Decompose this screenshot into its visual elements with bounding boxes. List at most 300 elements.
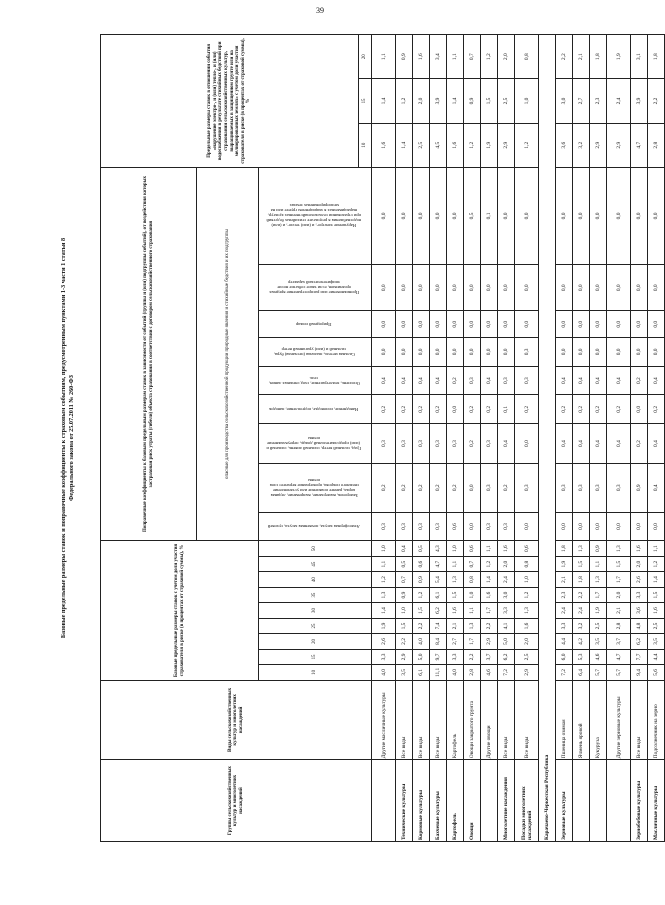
base-rate-cell: 8,4 [430,634,447,649]
coefficient-cell: 0,2 [447,463,464,512]
table-row [396,35,413,842]
coefficient-cell: 0,0 [515,311,539,338]
coefficient-cell: 0,0 [396,338,413,367]
coefficient-cell: 0,2 [430,395,447,424]
coefficient-cell: 0,0 [648,338,665,367]
coefficient-cell: 0,0 [498,265,515,311]
base-rate-cell: 3,3 [372,649,396,664]
max-rate-cell: 1,8 [590,35,607,79]
base-rate-cell: 0,7 [464,556,481,571]
base-rate-cell: 2,0 [498,556,515,571]
coefficient-cell: 0,4 [498,424,515,464]
coefficient-cell: 0,3 [607,463,631,512]
base-rate-cell: 0,9 [413,572,430,587]
coefficient-cell: 0,4 [590,424,607,464]
coefficient-cell: 0,0 [447,311,464,338]
coefficient-cell: 0,0 [430,311,447,338]
base-rate-cell: 2,7 [447,634,464,649]
coeff-col-header-text: Проникновение или распространение вредных организмов, если такое событие носит эпифитотический характер [268,280,359,296]
coeff-col-header-text: Заморозок, вымерзание, выпревание, ледяная корка, раннее появление или установление снежного покрова, промерзание верхнего слоя почвы [269,477,359,498]
table-row [573,35,590,842]
table-row [413,35,430,842]
base-rate-cell: 2,2 [396,634,413,649]
base-rate-cell: 2,5 [590,618,607,633]
coeff-col-header-text: Сильная метель, пыльная (песчаная) буря, сильный и (или) ураганный ветер [273,346,355,357]
base-rate-cell: 4,0 [447,665,464,680]
base-rate-cell: 1,8 [556,541,573,557]
coefficient-cell: 0,0 [607,167,631,264]
base-rate-cell: 2,2 [573,587,590,602]
coefficient-cell: 0,3 [413,512,430,541]
base-rate-cell: 1,6 [481,587,498,602]
base-rate-cell: 0,6 [413,556,430,571]
caption-line-1: Базовые предельные размеры ставок и поправочные коэффициенты к страховым событиям, предусмотренным пунктами 1-3 части 1 статьи 8 [60,237,67,639]
base-rate-cell: 2,9 [515,665,539,680]
coefficient-cell: 0,0 [607,338,631,367]
coefficient-cell: 0,3 [590,463,607,512]
max-rate-cell: 2,7 [573,79,590,123]
max-rate-cell: 1,9 [481,123,498,167]
coefficient-cell: 0,0 [481,265,498,311]
max-rate-cell: 2,5 [413,123,430,167]
coefficient-cell: 0,2 [413,463,430,512]
table-row [481,35,498,842]
coefficient-cell: 0,2 [372,463,396,512]
base-rate-cell: 1,1 [590,556,607,571]
coefficient-cell: 0,4 [396,366,413,395]
base-rate-cell: 7,7 [631,649,648,664]
coefficient-cell: 0,3 [498,512,515,541]
coefficient-cell: 0,2 [631,366,648,395]
coefficient-cell: 0,0 [648,167,665,264]
crop-type-cell: Другие масличные культуры [372,680,396,760]
crop-type-cell: Все виды [631,680,648,760]
base-rate-cell: 2,4 [573,603,590,618]
header-type: Виды сельскохозяйственных культур и многолетних насаждений [101,680,372,760]
max-rate-cell: 3,0 [556,79,573,123]
crop-group-cell: Технические культуры [396,760,413,842]
coefficient-cell: 0,4 [648,366,665,395]
coefficient-cell: 0,0 [573,338,590,367]
coefficient-cell: 0,0 [515,512,539,541]
max-rate-cell: 2,3 [590,79,607,123]
base-rate-cell: 3,5 [590,634,607,649]
base-rate-cell: 1,7 [464,634,481,649]
table-row [607,35,631,842]
crop-group-cell [607,760,631,842]
share-col-header: 50 [259,541,372,557]
base-rate-cell: 5,4 [430,572,447,587]
base-rate-cell: 2,9 [481,634,498,649]
share-col-header: 35 [259,587,372,602]
coefficient-cell: 0,0 [556,167,573,264]
crop-group-cell: Многолетние насаждения [498,760,515,842]
base-rate-cell: 9,4 [631,665,648,680]
max-rate-cell: 1,2 [464,123,481,167]
crop-group-cell: Овощи [464,760,481,842]
crop-type-cell: Все виды [430,680,447,760]
rates-table [100,34,665,842]
table-row [372,35,396,842]
coefficient-cell: 0,2 [413,395,430,424]
base-rate-cell: 0,8 [464,572,481,587]
crop-group-cell [481,760,498,842]
coefficient-cell: 0,4 [573,424,590,464]
base-rate-cell: 2,2 [481,618,498,633]
base-rate-cell: 3,6 [631,603,648,618]
base-rate-cell: 1,7 [590,587,607,602]
coefficient-cell: 0,4 [481,366,498,395]
crop-type-cell: Картофель [447,680,464,760]
max-rate-cell: 1,5 [481,79,498,123]
base-rate-cell: 2,2 [464,649,481,664]
crop-type-cell: Другие зерновые культуры [607,680,631,760]
coefficient-cell: 0,4 [607,424,631,464]
coefficient-cell: 0,2 [573,395,590,424]
coefficient-cell: 0,0 [464,463,481,512]
coefficient-cell: 0,5 [464,167,481,264]
base-rate-cell: 1,5 [413,603,430,618]
base-rate-cell: 1,4 [372,603,396,618]
max-rate-cell: 1,0 [515,79,539,123]
coefficient-cell: 0,2 [464,395,481,424]
crop-type-cell: Подсолнечник на зерно [648,680,665,760]
base-rate-cell: 2,4 [556,603,573,618]
base-rate-cell: 3,3 [631,587,648,602]
share-col-header: 45 [259,556,372,571]
coefficient-cell: 0,3 [515,366,539,395]
coefficient-cell: 0,0 [372,167,396,264]
coefficient-cell: 0,2 [396,463,413,512]
base-rate-cell: 2,5 [515,649,539,664]
coefficient-cell: 0,0 [481,311,498,338]
crop-type-cell: Все виды [413,680,430,760]
crop-type-cell: Пшеница озимая [556,680,573,760]
coefficient-cell: 0,0 [430,265,447,311]
base-rate-cell: 1,6 [515,618,539,633]
table-body [372,35,665,842]
coefficient-cell: 0,3 [515,463,539,512]
base-rate-cell: 2,1 [607,603,631,618]
max-rate-cell: 0,8 [515,35,539,79]
crop-type-cell: Кукуруза [590,680,607,760]
base-rate-cell: 5,7 [590,665,607,680]
base-rate-cell: 1,3 [464,618,481,633]
coeff-col-header [259,265,372,311]
coefficient-cell: 0,0 [396,167,413,264]
max-rate-cell: 3,6 [556,123,573,167]
base-rate-cell: 2,1 [447,618,464,633]
caption-line-2: Федерального закона от 25.07.2011 № 260-ФЗ [68,375,75,501]
max-rate-cell: 1,2 [515,123,539,167]
base-rate-cell: 1,0 [515,572,539,587]
table-row [464,35,481,842]
base-rate-cell: 1,1 [481,541,498,557]
coefficient-cell: 0,6 [447,512,464,541]
coefficient-cell: 0,0 [464,265,481,311]
table-row [498,35,515,842]
max-rate-cell: 2,1 [573,35,590,79]
coefficient-cell: 0,3 [515,338,539,367]
base-rate-cell: 5,3 [573,649,590,664]
max-rate-cell: 3,9 [430,79,447,123]
coefficient-cell: 0,0 [631,311,648,338]
coefficient-cell: 0,4 [573,366,590,395]
base-rate-cell: 2,2 [413,618,430,633]
coefficient-cell: 0,0 [607,512,631,541]
base-rate-cell: 6,1 [430,587,447,602]
coeff-col-header-text: Нарушение электро-, и (или) тепло-, и (или) водоснабжения в результате стихийных бедствий при страховании сельскохозяйственных культур, выращиваемых в защищенном грунте или на мелиорированных землях [266,203,361,229]
coefficient-cell: 0,2 [430,463,447,512]
max-rate-cell: 4,7 [631,123,648,167]
base-rate-cell: 4,4 [556,634,573,649]
coefficient-cell: 0,0 [498,167,515,264]
base-rate-cell: 2,0 [607,587,631,602]
coeff-col-header [259,311,372,338]
base-rate-cell: 1,7 [607,572,631,587]
coeff-col-header [259,512,372,541]
crop-group-cell: Посадки многолетних насаждений [515,760,539,842]
max-rate-cell: 3,1 [631,35,648,79]
base-rate-cell: 1,3 [515,603,539,618]
coefficient-cell: 0,0 [413,265,430,311]
max-rate-cell: 1,1 [447,35,464,79]
base-rate-cell: 2,0 [515,634,539,649]
max-rate-cell: 2,9 [498,123,515,167]
share-col-header: 25 [259,618,372,633]
base-rate-cell: 1,3 [372,587,396,602]
coefficient-cell: 0,0 [372,338,396,367]
base-rate-cell: 4,6 [481,665,498,680]
coefficient-cell: 0,4 [556,424,573,464]
base-rate-cell: 2,6 [372,634,396,649]
coefficient-cell: 0,0 [396,311,413,338]
base-rate-cell: 4,8 [631,618,648,633]
coefficient-cell: 0,4 [372,366,396,395]
coefficient-cell: 0,0 [590,338,607,367]
region-name: Карачаево-Черкесская Республика [539,35,556,842]
coefficient-cell: 0,3 [396,424,413,464]
base-rate-cell: 0,6 [464,541,481,557]
coefficient-cell: 0,0 [556,338,573,367]
coefficient-cell: 0,0 [413,311,430,338]
crop-group-cell [573,760,590,842]
max-rate-cell: 3,2 [573,123,590,167]
max-rate-cell: 1,1 [372,35,396,79]
max-rate-cell: 1,4 [396,123,413,167]
base-rate-cell: 2,8 [464,665,481,680]
base-rate-cell: 1,2 [648,556,665,571]
share-col-header: 10 [259,665,372,680]
crop-group-cell: Картофель [447,760,464,842]
base-rate-cell: 1,5 [573,556,590,571]
coefficient-cell: 0,0 [413,167,430,264]
base-rate-cell: 1,6 [498,541,515,557]
coefficient-cell: 0,0 [430,167,447,264]
base-rate-cell: 4,6 [590,649,607,664]
base-rate-cell: 4,1 [498,618,515,633]
max-col-header: 15 [359,79,372,123]
coeff-col-header [259,167,372,264]
coefficient-cell: 0,0 [556,311,573,338]
header-max-rates: Предельные размеры ставок в отношении события «нарушение электро-, и (или) тепло-, и (или) водоснабжения в результате стихийных бедствий при страховании сельскохозяйственных культур, выращиваемых в защищенном грунте или на мелиорированных землях» с учетом доли участия страхователя в риске (в процентах от страховой суммы), % [101,35,359,168]
base-rate-cell: 6,2 [631,634,648,649]
max-rate-cell: 1,2 [481,35,498,79]
coefficient-cell: 0,0 [430,338,447,367]
crop-group-cell: Бахчевые культуры [430,760,447,842]
coefficient-cell: 0,2 [396,395,413,424]
table-row [648,35,665,842]
header-base-rates: Базовые предельные размеры ставок с учетом доли участия страхователя в риске (в процентах от страховой суммы), % [101,541,259,680]
base-rate-cell: 4,0 [372,665,396,680]
coefficient-cell: 0,3 [430,512,447,541]
coefficient-cell: 0,0 [590,311,607,338]
max-rate-cell: 1,2 [396,79,413,123]
base-rate-cell: 1,1 [447,556,464,571]
base-rate-cell: 1,2 [372,572,396,587]
table-row [447,35,464,842]
base-rate-cell: 1,5 [607,556,631,571]
max-rate-cell: 0,9 [396,35,413,79]
max-rate-cell: 3,9 [631,79,648,123]
base-rate-cell: 1,7 [481,603,498,618]
header-coefficients: Поправочные коэффициенты к базовым предельным размерам ставок в зависимости от событий (группы и (или) подгруппы событий), от воздействия которых застрахован риск утраты (гибели) объекта страхования в соответствии с договором сельскохозяйственного страхования [101,167,197,541]
share-col-header: 30 [259,603,372,618]
coefficient-cell: 0,0 [590,167,607,264]
base-rate-cell: 4,7 [607,649,631,664]
base-rate-cell: 1,3 [573,541,590,557]
base-rate-cell: 1,6 [447,603,464,618]
base-rate-cell: 4,0 [413,634,430,649]
coefficient-cell: 0,0 [573,265,590,311]
crop-type-cell: Другие овощи [481,680,498,760]
coefficient-cell: 0,0 [372,311,396,338]
table-row [590,35,607,842]
base-rate-cell: 2,8 [607,618,631,633]
coefficient-cell: 0,4 [648,463,665,512]
base-rate-cell: 6,2 [498,649,515,664]
max-rate-cell: 1,6 [372,123,396,167]
table-row [556,35,573,842]
crop-type-cell: Все виды [396,680,413,760]
base-rate-cell: 1,6 [648,603,665,618]
coefficient-cell: 0,0 [631,265,648,311]
coeff-col-header [259,395,372,424]
base-rate-cell: 6,1 [413,665,430,680]
base-rate-cell: 1,2 [413,587,430,602]
coeff-col-header [259,463,372,512]
share-col-header: 20 [259,634,372,649]
max-rate-cell: 1,8 [648,35,665,79]
base-rate-cell: 3,3 [447,649,464,664]
coefficient-cell: 0,1 [481,167,498,264]
base-rate-cell: 1,5 [648,587,665,602]
coefficient-cell: 0,3 [498,366,515,395]
share-col-header: 15 [259,649,372,664]
base-rate-cell: 1,5 [396,618,413,633]
max-rate-cell: 1,4 [372,79,396,123]
base-rate-cell: 2,5 [648,618,665,633]
coefficient-cell: 0,0 [464,338,481,367]
max-rate-cell: 2,0 [413,79,430,123]
base-rate-cell: 0,7 [396,572,413,587]
base-rate-cell: 1,8 [573,572,590,587]
coeff-col-header-text: Град, сильный ветер, сильный ливень, сильный и (или) продолжительный дождь, переувлажнение почвы [266,436,361,452]
coeff-col-header-text: Атмосферная засуха, почвенная засуха, суховей [267,523,360,529]
base-rate-cell: 2,6 [631,572,648,587]
table-row [430,35,447,842]
base-rate-cell: 1,1 [648,541,665,557]
coefficient-cell: 0,2 [447,366,464,395]
crop-group-cell: Зерновые культуры [556,760,573,842]
crop-group-cell: Зернобобовые культуры [631,760,648,842]
base-rate-cell: 4,2 [573,634,590,649]
max-rate-cell: 1,6 [413,35,430,79]
coefficient-cell: 0,0 [648,265,665,311]
base-rate-cell: 0,5 [413,541,430,557]
base-rate-cell: 1,9 [590,603,607,618]
crop-type-cell: Ячмень яровой [573,680,590,760]
rotated-page-content [60,34,659,842]
coefficient-cell: 0,2 [481,395,498,424]
coefficient-cell: 0,2 [556,395,573,424]
base-rate-cell: 4,3 [430,541,447,557]
coefficient-cell: 0,3 [372,512,396,541]
crop-group-cell [590,760,607,842]
base-rate-cell: 2,0 [631,556,648,571]
max-rate-cell: 2,0 [498,35,515,79]
base-rate-cell: 0,8 [515,556,539,571]
max-rate-cell: 1,9 [607,35,631,79]
coefficient-cell: 0,0 [396,265,413,311]
coefficient-cell: 0,0 [607,265,631,311]
max-rate-cell: 2,2 [556,35,573,79]
coefficient-cell: 0,3 [573,463,590,512]
base-rate-cell: 2,4 [498,572,515,587]
coefficient-cell: 0,4 [413,366,430,395]
base-rate-cell: 3,5 [648,634,665,649]
base-rate-cell: 1,0 [396,603,413,618]
base-rate-cell: 2,1 [556,572,573,587]
coefficient-cell: 0,0 [648,311,665,338]
base-rate-cell: 6,0 [556,649,573,664]
base-rate-cell: 1,3 [590,572,607,587]
coefficient-cell: 0,0 [464,311,481,338]
coefficient-cell: 0,0 [498,338,515,367]
coefficient-cell: 0,2 [590,395,607,424]
crop-group-cell: Кормовые культуры [413,760,430,842]
table-caption [60,34,98,842]
crop-type-cell: Все виды [515,680,539,760]
max-col-header: 10 [359,123,372,167]
base-rate-cell: 7,4 [430,618,447,633]
coefficient-cell: 0,2 [607,395,631,424]
coefficient-cell: 0,4 [648,424,665,464]
base-rate-cell: 1,2 [481,556,498,571]
max-rate-cell: 2,9 [590,123,607,167]
base-rate-cell: 7,2 [556,665,573,680]
base-rate-cell: 1,9 [372,618,396,633]
coefficient-cell: 0,2 [515,395,539,424]
coefficient-cell: 0,3 [372,424,396,464]
base-rate-cell: 6,2 [430,603,447,618]
base-rate-cell: 5,6 [648,665,665,680]
crop-type-cell: Овощи закрытого грунта [464,680,481,760]
max-rate-cell: 3,4 [430,35,447,79]
base-rate-cell: 3,3 [498,603,515,618]
coefficient-cell: 0,0 [556,265,573,311]
coefficient-cell: 0,3 [430,424,447,464]
